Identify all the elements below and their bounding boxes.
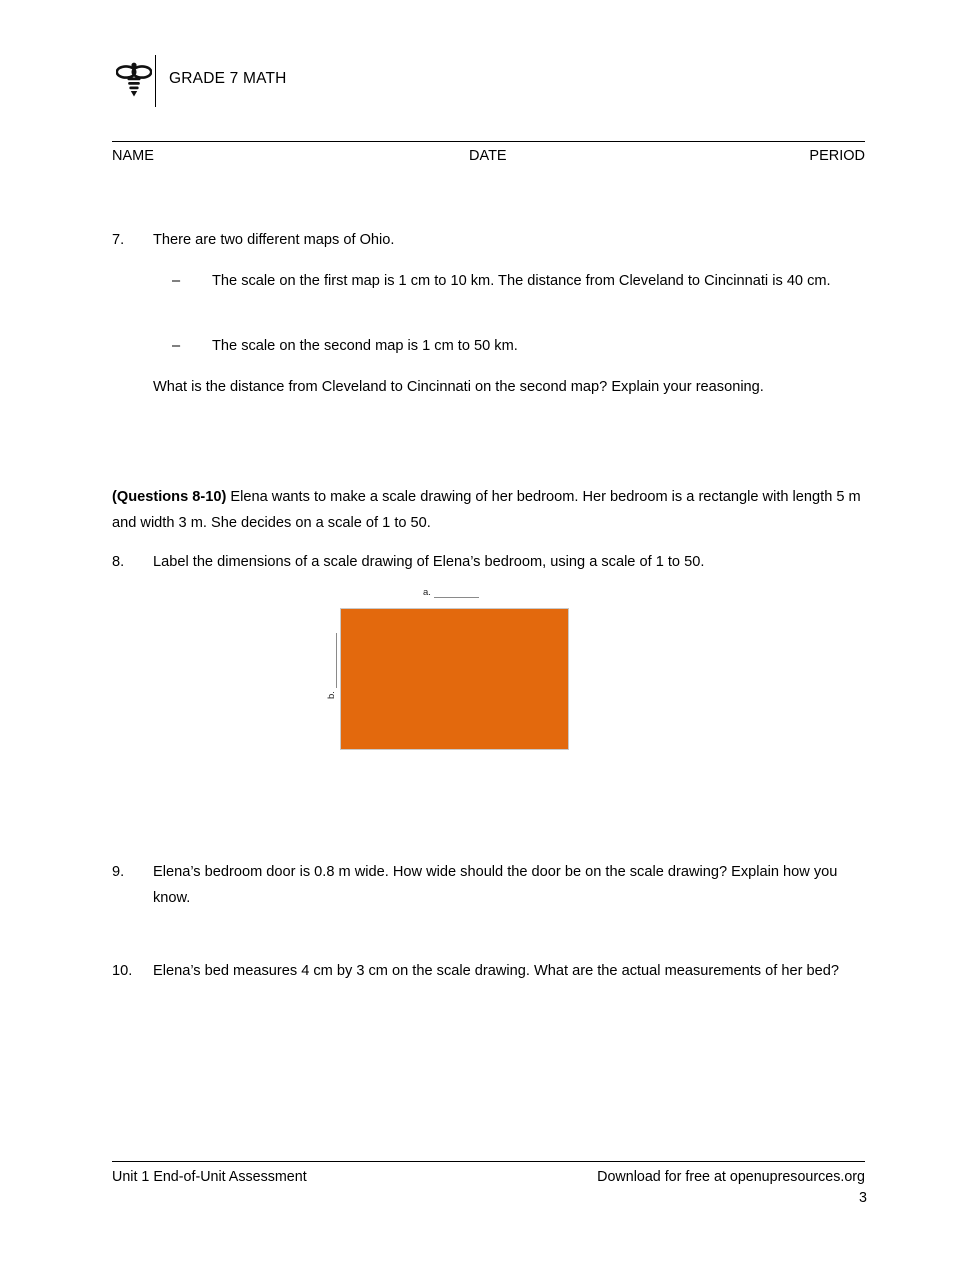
question-8-text: Label the dimensions of a scale drawing of Elena’s bedroom, using a scale of 1 to 50. [153,554,705,570]
footer [112,1169,865,1191]
question-7-number: 7. [112,232,125,248]
footer-rule [112,1161,865,1162]
question-10 [112,959,865,985]
masthead-divider [155,55,156,107]
figure-label-b [323,625,337,699]
question-8-number: 8. [112,554,125,570]
question-7-bullet-1 [172,269,852,295]
bullet-dash-icon: – [172,273,181,289]
header-rule [112,141,865,142]
footer-download-note: Download for free at openupresources.org [597,1169,865,1185]
question-10-number: 10. [112,963,133,979]
figure-label-b-blank[interactable] [328,633,337,688]
question-9-number: 9. [112,864,125,880]
bedroom-rectangle [340,608,569,750]
question-7 [112,228,865,254]
question-8 [112,550,865,576]
page-number: 3 [859,1190,867,1206]
bullet-dash-icon: – [172,338,181,354]
question-10-text: Elena’s bed measures 4 cm by 3 cm on the scale drawing. What are the actual measurements of her bed? [153,963,839,979]
footer-assessment-title: Unit 1 End-of-Unit Assessment [112,1169,307,1185]
masthead [112,55,865,115]
figure-label-a-text: a. [423,587,431,598]
question-7-bullet-2 [172,334,852,360]
date-label: DATE [469,148,507,164]
question-7-bullet-2-text: The scale on the second map is 1 cm to 50 km. [212,338,518,354]
figure-label-a [423,587,479,598]
question-7-prompt: What is the distance from Cleveland to Cincinnati on the second map? Explain your reasoning. [153,379,764,395]
bee-icon [112,55,155,107]
question-9-text: Elena’s bedroom door is 0.8 m wide. How wide should the door be on the scale drawing? Explain how you know. [153,864,838,906]
scale-drawing-figure [300,580,640,765]
figure-label-b-text: b. [326,691,337,699]
questions-8-10-text: Elena wants to make a scale drawing of her bedroom. Her bedroom is a rectangle with length 5 m and width 3 m. She decides on a scale of 1 to 50. [112,489,861,531]
question-7-bullet-1-text: The scale on the first map is 1 cm to 10 km. The distance from Cleveland to Cincinnati is 40 cm. [212,273,831,289]
figure-label-a-blank[interactable] [434,589,479,598]
questions-8-10-intro [112,485,865,536]
question-7-stem: There are two different maps of Ohio. [153,232,395,248]
questions-8-10-label: (Questions 8-10) [112,489,227,505]
student-info-row [112,148,865,170]
question-9 [112,860,865,911]
page-title: GRADE 7 MATH [169,70,287,87]
period-label: PERIOD [809,148,865,164]
name-label: NAME [112,148,154,164]
